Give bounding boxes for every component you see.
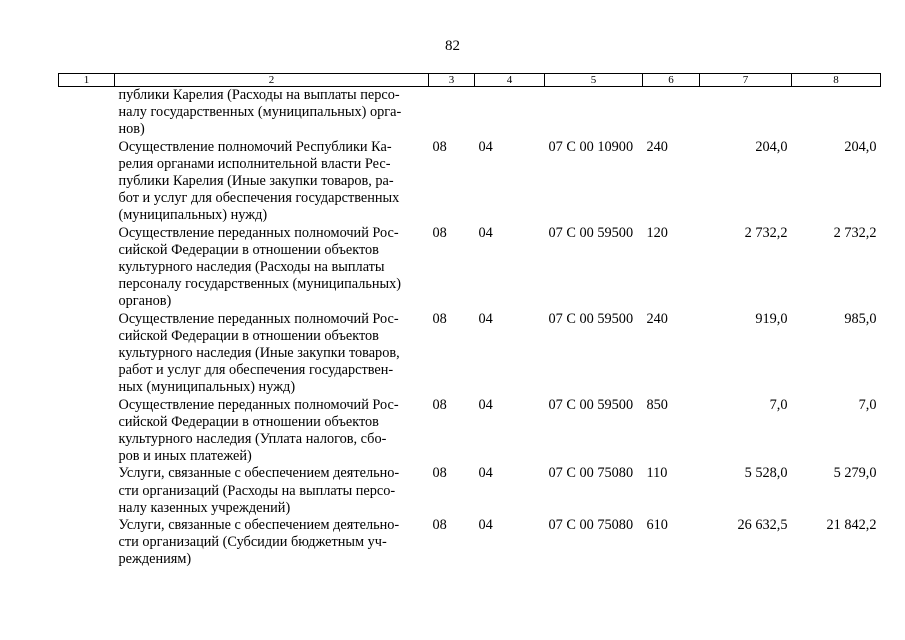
amount-year1-cell: 26 632,5 bbox=[737, 517, 788, 534]
target-article-cell: 07 С 00 75080 bbox=[548, 465, 634, 482]
amount-year2-cell: 204,0 bbox=[844, 138, 877, 155]
expense-name-line: налу государственных (муниципальных) орга- bbox=[118, 104, 402, 121]
subsection-code-cell: 04 bbox=[478, 224, 493, 241]
expense-name-cell bbox=[115, 225, 429, 311]
expense-name-line: нов) bbox=[118, 121, 145, 138]
expense-name-line: Осуществление переданных полномочий Рос- bbox=[118, 310, 399, 327]
table-row bbox=[59, 465, 881, 517]
expense-name-line: Услуги, связанные с обеспечением деятельно- bbox=[118, 517, 400, 534]
subsection-code-cell: 04 bbox=[478, 310, 493, 327]
expense-name-line: ров и иных платежей) bbox=[118, 448, 252, 465]
amount-year1-cell: 5 528,0 bbox=[744, 465, 788, 482]
expense-name-line: бот и услуг для обеспечения государственных bbox=[118, 190, 400, 207]
column-header: 5 bbox=[545, 74, 643, 87]
expense-type-cell: 240 bbox=[646, 310, 668, 327]
subsection-code-cell bbox=[475, 87, 545, 139]
expense-name-line: релия органами исполнительной власти Рес- bbox=[118, 155, 391, 172]
table-body bbox=[59, 87, 881, 569]
table-row bbox=[59, 517, 881, 569]
subsection-code-cell: 04 bbox=[478, 465, 493, 482]
expense-name-line: налу казенных учреждений) bbox=[118, 499, 291, 516]
expense-name-line: ных (муниципальных) нужд) bbox=[118, 379, 296, 396]
row-number-cell bbox=[59, 465, 115, 517]
target-article-cell: 07 С 00 10900 bbox=[548, 138, 634, 155]
expense-name-cell bbox=[115, 397, 429, 466]
expense-name-line: публики Карелия (Иные закупки товаров, ра- bbox=[118, 173, 394, 190]
target-article-cell: 07 С 00 59500 bbox=[548, 310, 634, 327]
expense-name-cell bbox=[115, 311, 429, 397]
section-code-cell: 08 bbox=[432, 517, 447, 534]
expense-name-line: реждениям) bbox=[118, 551, 192, 568]
section-code-cell bbox=[429, 87, 475, 139]
expense-name-line: сийской Федерации в отношении объектов bbox=[118, 241, 379, 258]
column-header: 7 bbox=[700, 74, 792, 87]
row-number-cell bbox=[59, 87, 115, 139]
section-code-cell: 08 bbox=[432, 138, 447, 155]
expense-name-line: Услуги, связанные с обеспечением деятельно- bbox=[118, 465, 400, 482]
expense-name-line: культурного наследия (Иные закупки товаров, bbox=[118, 345, 400, 362]
expense-name-line: публики Карелия (Расходы на выплаты персо- bbox=[118, 87, 400, 103]
section-code-cell: 08 bbox=[432, 224, 447, 241]
expense-name-line: персоналу государственных (муниципальных) bbox=[118, 276, 402, 293]
row-number-cell bbox=[59, 517, 115, 569]
amount-year2-cell: 7,0 bbox=[858, 396, 877, 413]
amount-year1-cell: 204,0 bbox=[755, 138, 788, 155]
expense-name-line: сти организаций (Субсидии бюджетным уч- bbox=[118, 534, 387, 551]
expense-type-cell bbox=[643, 87, 700, 139]
expense-type-cell: 240 bbox=[646, 138, 668, 155]
column-header: 2 bbox=[115, 74, 429, 87]
row-number-cell bbox=[59, 139, 115, 225]
subsection-code-cell: 04 bbox=[478, 138, 493, 155]
table-row bbox=[59, 87, 881, 139]
expense-type-cell: 610 bbox=[646, 517, 668, 534]
amount-year1-cell: 919,0 bbox=[755, 310, 788, 327]
column-header: 3 bbox=[429, 74, 475, 87]
budget-table bbox=[58, 73, 881, 569]
target-article-cell bbox=[545, 87, 643, 139]
section-code-cell: 08 bbox=[432, 396, 447, 413]
row-number-cell bbox=[59, 311, 115, 397]
target-article-cell: 07 С 00 59500 bbox=[548, 224, 634, 241]
expense-name-line: Осуществление переданных полномочий Рос- bbox=[118, 396, 399, 413]
amount-year2-cell bbox=[792, 87, 881, 139]
row-number-cell bbox=[59, 225, 115, 311]
column-number-header-row bbox=[59, 74, 881, 87]
expense-name-line: (муниципальных) нужд) bbox=[118, 207, 268, 224]
table-row bbox=[59, 397, 881, 466]
expense-type-cell: 850 bbox=[646, 396, 668, 413]
column-header: 6 bbox=[643, 74, 700, 87]
subsection-code-cell: 04 bbox=[478, 517, 493, 534]
table-row bbox=[59, 139, 881, 225]
expense-type-cell: 110 bbox=[646, 465, 668, 482]
expense-name-line: органов) bbox=[118, 293, 172, 310]
expense-name-line: Осуществление переданных полномочий Рос- bbox=[118, 224, 399, 241]
expense-name-cell bbox=[115, 87, 429, 139]
section-code-cell: 08 bbox=[432, 465, 447, 482]
table-row bbox=[59, 225, 881, 311]
amount-year1-cell: 2 732,2 bbox=[744, 224, 788, 241]
target-article-cell: 07 С 00 75080 bbox=[548, 517, 634, 534]
column-header: 4 bbox=[475, 74, 545, 87]
expense-name-line: сти организаций (Расходы на выплаты персо- bbox=[118, 482, 396, 499]
amount-year2-cell: 21 842,2 bbox=[826, 517, 877, 534]
amount-year1-cell: 7,0 bbox=[769, 396, 788, 413]
expense-name-line: сийской Федерации в отношении объектов bbox=[118, 413, 379, 430]
expense-name-line: культурного наследия (Расходы на выплаты bbox=[118, 259, 385, 276]
row-number-cell bbox=[59, 397, 115, 466]
amount-year2-cell: 985,0 bbox=[844, 310, 877, 327]
column-header: 1 bbox=[59, 74, 115, 87]
expense-name-cell bbox=[115, 517, 429, 569]
expense-name-line: Осуществление полномочий Республики Ка- bbox=[118, 138, 392, 155]
table-row bbox=[59, 311, 881, 397]
amount-year1-cell bbox=[700, 87, 792, 139]
amount-year2-cell: 2 732,2 bbox=[833, 224, 877, 241]
amount-year2-cell: 5 279,0 bbox=[833, 465, 877, 482]
section-code-cell: 08 bbox=[432, 310, 447, 327]
column-header: 8 bbox=[792, 74, 881, 87]
expense-name-cell bbox=[115, 139, 429, 225]
expense-name-line: работ и услуг для обеспечения государствен- bbox=[118, 362, 394, 379]
expense-name-cell bbox=[115, 465, 429, 517]
expense-type-cell: 120 bbox=[646, 224, 668, 241]
target-article-cell: 07 С 00 59500 bbox=[548, 396, 634, 413]
page-number: 82 bbox=[445, 38, 460, 54]
subsection-code-cell: 04 bbox=[478, 396, 493, 413]
expense-name-line: сийской Федерации в отношении объектов bbox=[118, 327, 379, 344]
expense-name-line: культурного наследия (Уплата налогов, сбо- bbox=[118, 431, 387, 448]
